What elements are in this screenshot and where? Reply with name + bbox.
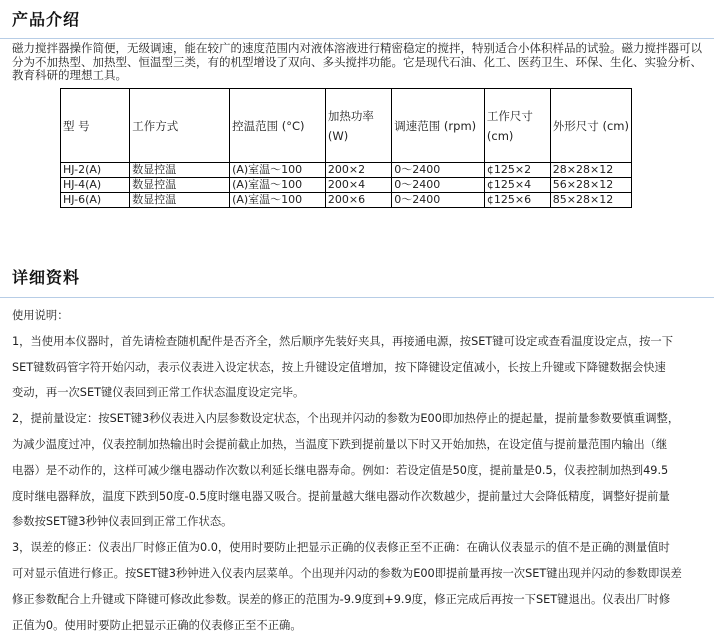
table-cell: 200×2 (325, 163, 391, 178)
table-cell: ¢125×4 (484, 178, 550, 193)
details-heading: 详细资料 (12, 268, 81, 287)
table-row (61, 163, 632, 178)
intro-paragraph: 磁力搅拌器操作简便，无级调速，能在较广的速度范围内对液体溶液进行精密稳定的搅拌，特别适合小体积样品的试验。磁力搅拌器可以分为不加热型、加热型、恒温型三类，有的机型增设了双向、多头搅拌功能。它是现代石油、化工、医药卫生、环保、生化、实验分析、教育科研的理想工具。 (12, 41, 702, 82)
detail-line: 修正参数配合上升键或下降键可修改此参数。误差的修正的范围为-9.9度到+9.9度，修正完成后再按一下SET键退出。仪表出厂时修 (12, 592, 671, 606)
product-intro-heading: 产品介绍 (12, 10, 81, 29)
detail-line: 参数按SET键3秒钟仪表回到正常工作状态。 (12, 515, 233, 529)
col-header-outer-size: 外形尺寸 (cm) (550, 89, 631, 163)
table-cell: 85×28×12 (550, 193, 631, 208)
detail-line: 变动，再一次SET键仪表回到正常工作状态温度设定完毕。 (12, 386, 305, 400)
table-cell: HJ-2(A) (61, 163, 130, 178)
detail-line: 3，误差的修正：仪表出厂时修正值为0.0，使用时要防止把显示正确的仪表修正至不正确：在确认仪表显示的值不是正确的测量值时 (12, 541, 670, 555)
details-body (12, 303, 712, 638)
col-header-work-size: 工作尺寸 (cm) (484, 89, 550, 163)
table-cell: 200×4 (325, 178, 391, 193)
table-header-row (61, 89, 632, 163)
section-divider (0, 38, 714, 39)
table-row (61, 193, 632, 208)
col-header-model: 型 号 (61, 89, 130, 163)
table-cell: 0～2400 (392, 163, 485, 178)
detail-line: 正值为0。使用时要防止把显示正确的仪表修正至不正确。 (12, 618, 302, 632)
table-cell: ¢125×2 (484, 163, 550, 178)
table-cell: 数显控温 (130, 178, 230, 193)
table-cell: 数显控温 (130, 163, 230, 178)
col-header-temp-range: 控温范围 (°C) (230, 89, 326, 163)
table-cell: (A)室温～100 (230, 193, 326, 208)
detail-line: 2，提前量设定：按SET键3秒仪表进入内层参数设定状态，个出现并闪动的参数为E00即加热停止的提起量，提前量参数要慎重调整， (12, 412, 680, 426)
detail-line: 度时继电器释放，温度下跌到50度-0.5度时继电器又吸合。提前量越大继电器动作次数越少，提前量过大会降低精度，调整好提前量 (12, 489, 670, 503)
table-cell: (A)室温～100 (230, 178, 326, 193)
table-cell: 0～2400 (392, 193, 485, 208)
spec-table (60, 88, 632, 208)
table-cell: HJ-4(A) (61, 178, 130, 193)
detail-line: 为减少温度过冲，仪表控制加热输出时会提前截止加热，当温度下跌到提前量以下时又开始加热，在设定值与提前量范围内输出（继 (12, 437, 668, 451)
table-cell: 28×28×12 (550, 163, 631, 178)
table-cell: 56×28×12 (550, 178, 631, 193)
table-cell: (A)室温～100 (230, 163, 326, 178)
col-header-speed-range: 调速范围 (rpm) (392, 89, 485, 163)
section-divider (0, 297, 714, 298)
table-cell: 200×6 (325, 193, 391, 208)
detail-line: 1，当使用本仪器时，首先请检查随机配件是否齐全，然后顺序先装好夹具，再接通电源，按SET键可设定或查看温度设定点，按一下 (12, 334, 674, 348)
table-cell: ¢125×6 (484, 193, 550, 208)
table-row (61, 178, 632, 193)
table-cell: 数显控温 (130, 193, 230, 208)
col-header-mode: 工作方式 (130, 89, 230, 163)
table-cell: HJ-6(A) (61, 193, 130, 208)
table-cell: 0～2400 (392, 178, 485, 193)
instructions-label: 使用说明： (12, 309, 69, 322)
detail-line: 可对显示值进行修正。按SET键3秒钟进入仪表内层菜单。个出现并闪动的参数为E00即提前量再按一次SET键出现并闪动的参数即误差 (12, 566, 682, 580)
detail-line: 电器）是不动作的，这样可减少继电器动作次数以利延长继电器寿命。例如：若设定值是50度，提前量是0.5，仪表控制加热到49.5 (12, 463, 669, 477)
detail-line: SET键数码管字符开始闪动，表示仪表进入设定状态，按上升键设定值增加，按下降键设定值减小，长按上升键或下降键数据会快速 (12, 360, 666, 374)
col-header-power: 加热功率 (W) (325, 89, 391, 163)
